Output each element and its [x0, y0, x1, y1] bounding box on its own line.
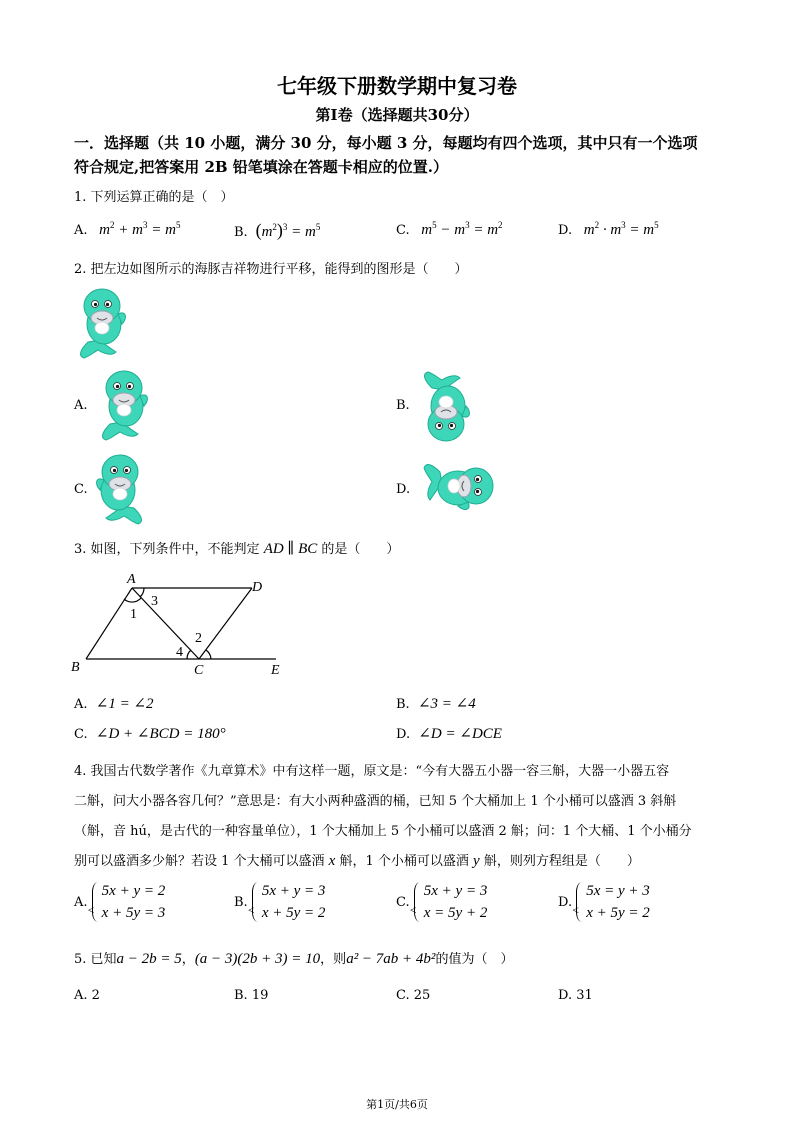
q1-option-d-formula: $m^2 \cdot m^3 = m^5$: [576, 220, 659, 238]
segment-ac: [132, 588, 199, 659]
q3-option-b-text: ∠3 = ∠4: [417, 696, 476, 712]
q2-stem: 2. 把左边如图所示的海豚吉祥物进行平移，能得到的图形是（ ）: [74, 262, 468, 277]
q1-option-c[interactable]: [396, 220, 503, 239]
angle-arc-1: [124, 598, 141, 602]
q2-option-a-dolphin-image[interactable]: [96, 366, 152, 444]
segment-ab: [86, 588, 132, 659]
q1-option-a[interactable]: [74, 220, 180, 239]
label-angle-2: 2: [195, 631, 202, 646]
q5-option-a[interactable]: A. 2: [74, 988, 100, 1003]
section-instruction-line1: 一．选择题（共 10 小题，满分 30 分，每小题 3 分，每题均有四个选项，其中只有一个选项: [74, 134, 698, 152]
q1-option-c-formula: $m^5 - m^3 = m^2$: [413, 220, 503, 238]
q4-option-b[interactable]: B. < 5x + y = 3 x + 5y = 2: [234, 880, 325, 924]
angle-arc-2: [206, 650, 211, 659]
q1-stem: 1. 下列运算正确的是（ ）: [74, 190, 234, 205]
angle-arc-4: [187, 650, 191, 659]
q4-option-d-system: < 5x = y + 3 x + 5y = 2: [576, 880, 650, 924]
segment-cd: [199, 588, 252, 659]
q4-option-a[interactable]: A. < 5x + y = 2 x + 5y = 3: [74, 880, 165, 924]
q2-option-a-label[interactable]: A.: [74, 398, 88, 413]
angle-arc-3: [140, 588, 144, 597]
page-title: 七年级下册数学期中复习卷: [277, 74, 517, 98]
q1-option-d[interactable]: [558, 220, 659, 239]
label-angle-1: 1: [130, 607, 137, 622]
q4-line1: 4. 我国古代数学著作《九章算术》中有这样一题，原文是：“今有大器五小器一容三斛，大器一小器五容: [74, 764, 670, 779]
q3-option-d-text: ∠D = ∠DCE: [418, 726, 502, 742]
q4-line4: 别可以盛酒多少斛？若设 1 个大桶可以盛酒 x 斛，1 个小桶可以盛酒 y 斛，则列方程组是（ ）: [74, 853, 640, 869]
q1-option-b[interactable]: [234, 220, 320, 241]
q3-option-a[interactable]: A. ∠1 = ∠2: [74, 696, 154, 712]
q2-option-d-dolphin-image[interactable]: [420, 458, 498, 514]
q4-line2: 二斛，问大小器各容几何？”意思是：有大小两种盛酒的桶，已知 5 个大桶加上 1 个小桶可以盛酒 3 斜斛: [74, 794, 677, 809]
q5-condition-1: a − 2b = 5: [116, 951, 182, 967]
q3-geometry-figure: [66, 566, 296, 682]
q2-option-b-dolphin-image[interactable]: [418, 368, 474, 446]
q1-option-c-label: C.: [396, 223, 410, 238]
q3-option-c[interactable]: C. ∠D + ∠BCD = 180°: [74, 726, 226, 742]
q5-option-c[interactable]: C. 25: [396, 988, 431, 1003]
reference-dolphin-image: [74, 284, 130, 362]
q1-option-a-formula: $m^2 + m^3 = m^5$: [91, 220, 181, 238]
section-subtitle: 第Ⅰ卷（选择题共30分）: [315, 106, 479, 124]
q1-option-d-label: D.: [558, 223, 573, 238]
q3-option-c-text: ∠D + ∠BCD = 180°: [95, 726, 226, 742]
q4-option-c-system: < 5x + y = 3 x = 5y + 2: [414, 880, 488, 924]
q1-option-b-label: B.: [234, 225, 248, 240]
q2-option-d-label[interactable]: D.: [396, 482, 411, 497]
q4-option-c[interactable]: C. < 5x + y = 3 x = 5y + 2: [396, 880, 487, 924]
label-e: E: [271, 663, 280, 678]
label-angle-3: 3: [151, 594, 158, 609]
q3-stem: 3. 如图，下列条件中，不能判定 AD ∥ BC 的是（ ）: [74, 541, 400, 557]
label-a: A: [127, 572, 136, 587]
q2-option-c-label[interactable]: C.: [74, 482, 88, 497]
q1-option-b-formula: $(m^2)^3 = m^5$: [255, 220, 321, 240]
label-angle-4: 4: [176, 645, 183, 660]
q5-condition-2: (a − 3)(2b + 3) = 10: [194, 951, 321, 967]
label-b: B: [71, 660, 80, 675]
q2-option-b-label[interactable]: B.: [396, 398, 410, 413]
q2-option-c-dolphin-image[interactable]: [92, 450, 148, 528]
q4-option-b-system: < 5x + y = 3 x + 5y = 2: [252, 880, 326, 924]
q4-line3: （斛，音 hú，是古代的一种容量单位），1 个大桶加上 5 个小桶可以盛酒 2 斛；问：1 个大桶、1 个小桶分: [74, 824, 692, 839]
q5-expression: a² − 7ab + 4b²: [346, 951, 436, 967]
q3-option-a-text: ∠1 = ∠2: [95, 696, 154, 712]
q5-option-b[interactable]: B. 19: [234, 988, 269, 1003]
q3-option-d[interactable]: D. ∠D = ∠DCE: [396, 726, 502, 742]
label-c: C: [194, 663, 204, 678]
label-d: D: [252, 580, 263, 595]
section-instruction-line2: 符合规定,把答案用 2B 铅笔填涂在答题卡相应的位置.）: [74, 158, 449, 176]
page-number-footer: 第1页/共6页: [366, 1098, 428, 1111]
q4-option-a-system: < 5x + y = 2 x + 5y = 3: [92, 880, 166, 924]
q3-stem-math: AD ∥ BC: [263, 541, 318, 557]
q1-option-a-label: A.: [74, 223, 88, 238]
q5-stem: 5. 已知a − 2b = 5，(a − 3)(2b + 3) = 10，则a² − 7ab + 4b²的值为（ ）: [74, 951, 514, 967]
q3-option-b[interactable]: B. ∠3 = ∠4: [396, 696, 476, 712]
q5-option-d[interactable]: D. 31: [558, 988, 593, 1003]
q4-option-d[interactable]: D. < 5x = y + 3 x + 5y = 2: [558, 880, 650, 924]
